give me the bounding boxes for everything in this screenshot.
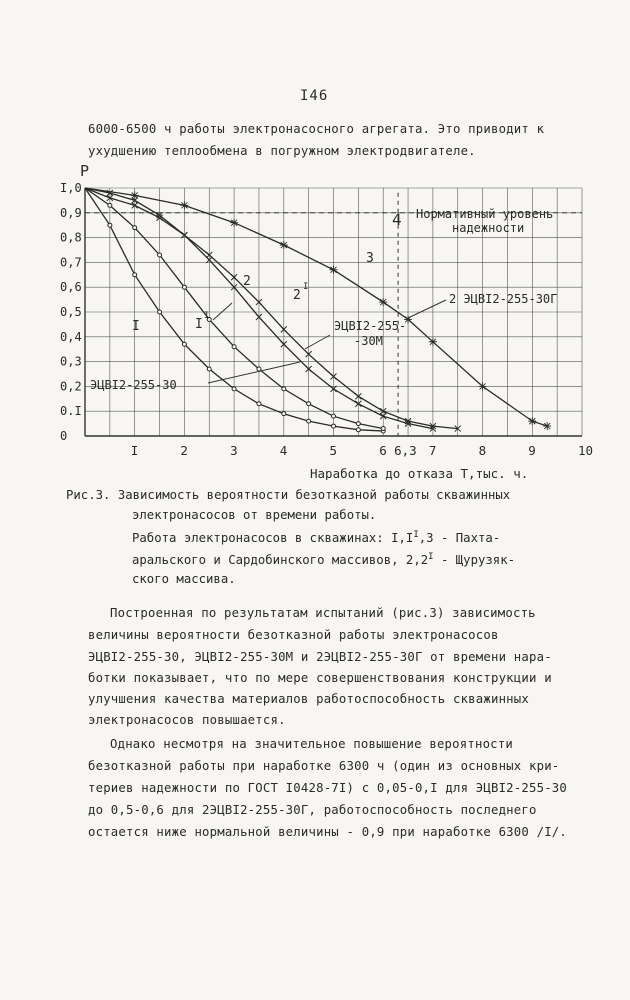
caption-sup-2: I bbox=[428, 552, 434, 562]
y-tick-label: 0,3 bbox=[60, 354, 82, 369]
point-I^I bbox=[332, 414, 336, 418]
point-I bbox=[108, 223, 112, 227]
y-tick-label: 0,6 bbox=[60, 280, 82, 295]
label-ecv-30m-line1: ЭЦВI2-255- bbox=[334, 319, 407, 333]
point-I^I bbox=[356, 422, 360, 426]
page-number: I46 bbox=[300, 88, 329, 104]
x-tick-label: 4 bbox=[279, 443, 288, 458]
point-I bbox=[232, 387, 236, 391]
point-3 bbox=[379, 298, 387, 306]
label-ecv-30g: 2 ЭЦВI2-255-30Г bbox=[449, 292, 558, 306]
x-tick-label: 9 bbox=[528, 443, 536, 458]
point-I^I bbox=[257, 367, 261, 371]
y-tick-label: I,0 bbox=[60, 181, 82, 195]
caption-line-3-a: Работа электронасосов в скважинах: I,I bbox=[132, 531, 414, 546]
y-tick-label: 0 bbox=[60, 429, 68, 443]
point-I bbox=[182, 342, 186, 346]
point-I bbox=[282, 412, 286, 416]
body-line-6: электронасосов повышается. bbox=[88, 713, 286, 727]
body-line-2: величины вероятности безотказной работы электронасосов bbox=[88, 628, 499, 642]
y-tick-label: 0,2 bbox=[60, 379, 82, 394]
point-3 bbox=[429, 338, 437, 346]
curve-label-I: I bbox=[132, 319, 140, 334]
x-tick-label: 3 bbox=[230, 443, 238, 458]
caption-line-5: ского массива. bbox=[132, 572, 236, 586]
point-I^I bbox=[158, 253, 162, 257]
curve-label-2-I-sup: I bbox=[303, 282, 309, 292]
body-line-1: Построенная по результатам испытаний (рис.3) зависимость bbox=[110, 606, 536, 620]
body-line-9: териев надежности по ГОСТ I0428-7I) с 0,05-0,I для ЭЦВI2-255-30 bbox=[88, 781, 568, 795]
body-line-5: улучшения качества материалов работоспособность скважинных bbox=[88, 692, 529, 706]
point-3 bbox=[131, 191, 139, 199]
body-line-3: ЭЦВI2-255-30, ЭЦВI2-255-30М и 2ЭЦВI2-255-30Г от времени нара- bbox=[88, 650, 552, 664]
curve-label-3: 3 bbox=[366, 251, 374, 266]
y-tick-label: 0,9 bbox=[60, 205, 82, 220]
y-tick-label: 0,4 bbox=[60, 329, 82, 344]
point-3 bbox=[543, 422, 551, 430]
point-I bbox=[332, 424, 336, 428]
caption-line-4-a: аральского и Сардобинского массивов, 2,2 bbox=[132, 553, 429, 568]
x-axis-label: Наработка до отказа T,тыс. ч. bbox=[310, 466, 529, 480]
normative-label-line-1: Нормативный уровень bbox=[416, 207, 554, 221]
point-I bbox=[133, 273, 137, 277]
point-I bbox=[158, 310, 162, 314]
point-I^I bbox=[133, 226, 137, 230]
x-tick-label: 8 bbox=[478, 443, 487, 458]
caption-line-3-b: ,3 - Пахта- bbox=[418, 531, 501, 546]
point-I bbox=[207, 367, 211, 371]
caption-line-4-b: - Щурузяк- bbox=[433, 553, 515, 568]
point-I^I bbox=[307, 402, 311, 406]
y-axis-label: P bbox=[80, 162, 90, 180]
normative-marker: 4 bbox=[392, 210, 402, 229]
x-tick-label: 5 bbox=[329, 443, 338, 458]
leader-line-30g bbox=[408, 300, 446, 318]
x-tick-label: 6 bbox=[379, 443, 387, 458]
body-line-11: остается ниже нормальной величины - 0,9 при наработке 6300 /I/. bbox=[88, 825, 568, 839]
x-tick-label: 7 bbox=[428, 443, 437, 458]
y-tick-label: 0,5 bbox=[60, 305, 82, 319]
curve-2^I bbox=[85, 188, 458, 429]
x-tick-label: 10 bbox=[578, 443, 594, 458]
caption-line-1: Рис.3. Зависимость вероятности безотказной работы скважинных bbox=[66, 488, 511, 502]
y-tick-labels bbox=[60, 181, 82, 443]
point-I^I bbox=[381, 427, 385, 431]
point-3 bbox=[528, 417, 536, 425]
point-I bbox=[307, 419, 311, 423]
body-line-4: ботки показывает, что по мере совершенствования конструкции и bbox=[88, 671, 552, 685]
caption-sup-1: I bbox=[413, 530, 419, 540]
leader-line-1 bbox=[213, 303, 232, 320]
body-line-8: безотказной работы при наработке 6300 ч (один из основных кри- bbox=[88, 759, 560, 773]
point-I^I bbox=[108, 203, 112, 207]
y-tick-label: 0,8 bbox=[60, 230, 82, 245]
reliability-chart bbox=[0, 0, 630, 480]
x-tick-labels bbox=[131, 443, 593, 458]
body-line-7: Однако несмотря на значительное повышение вероятности bbox=[110, 737, 513, 751]
point-I^I bbox=[182, 285, 186, 289]
x-tick-label: 6,3 bbox=[394, 443, 417, 458]
caption-line-4 bbox=[132, 552, 515, 567]
curve-label-I-I-sup: I bbox=[204, 311, 210, 321]
point-3 bbox=[280, 241, 288, 249]
point-3 bbox=[230, 219, 238, 227]
point-I^I bbox=[232, 345, 236, 349]
point-I bbox=[356, 428, 360, 432]
intro-line-2: ухудшению теплообмена в погружном электродвигателе. bbox=[88, 144, 476, 158]
x-tick-label: 2 bbox=[180, 443, 188, 458]
point-I^I bbox=[282, 387, 286, 391]
label-ecv-30: ЭЦВI2-255-30 bbox=[90, 378, 177, 392]
curve-label-I-I: I bbox=[195, 317, 203, 332]
y-tick-label: 0,7 bbox=[60, 255, 82, 270]
x-tick-label: I bbox=[130, 443, 139, 458]
normative-label-line-2: надежности bbox=[452, 221, 525, 235]
y-tick-label: 0.I bbox=[60, 404, 82, 419]
caption-line-2: электронасосов от времени работы. bbox=[132, 508, 377, 522]
point-3 bbox=[330, 266, 338, 274]
label-ecv-30m-line2: -30М bbox=[354, 334, 383, 348]
body-line-10: до 0,5-0,6 для 2ЭЦВI2-255-30Г, работоспособность последнего bbox=[88, 803, 537, 817]
caption-line-3 bbox=[132, 530, 500, 545]
curve-label-2-I: 2 bbox=[293, 288, 301, 303]
point-I bbox=[257, 402, 261, 406]
intro-line-1: 6000-6500 ч работы электронасосного агрегата. Это приводит к bbox=[88, 122, 545, 136]
point-3 bbox=[479, 382, 487, 390]
point-3 bbox=[180, 201, 188, 209]
curve-label-2: 2 bbox=[243, 274, 251, 289]
